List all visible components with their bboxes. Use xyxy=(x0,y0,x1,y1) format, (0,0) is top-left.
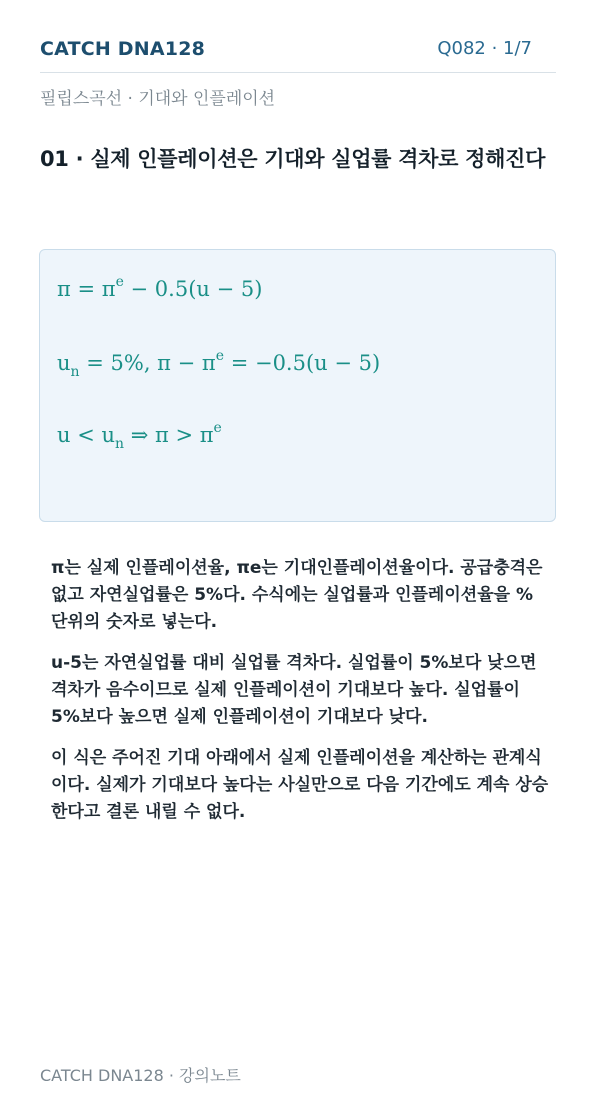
formula-svg xyxy=(40,250,555,521)
paragraph-conclusion: 이 식은 주어진 기대 아래에서 실제 인플레이션을 계산하는 관계식이다. 실제가 기대보다 높다는 사실만으로 다음 기간에도 계속 상승한다고 결론 내릴 수 없다. xyxy=(51,748,549,822)
paragraph-gap-explanation: u-5는 자연실업률 대비 실업률 격차다. 실업률이 5%보다 낮으면 격차가 음수이므로 실제 인플레이션이 기대보다 높다. 실업률이 5%보다 높으면 실제 인플레이션이 기대보다 낮다. xyxy=(51,653,537,727)
formula-line-3: $u < u_n$ ⇒ $\pi > \pi^e$ xyxy=(57,420,222,452)
formula-line-2: $u_n = 5\%$, $\pi - \pi^e = -0.5(u - 5)$ xyxy=(57,348,381,380)
page-title: 01 · 실제 인플레이션은 기대와 실업률 격차로 정해진다 xyxy=(40,147,546,171)
formula-line-1: $\pi = \pi^e - 0.5(u - 5)$ xyxy=(57,274,263,301)
formula-box xyxy=(39,249,556,522)
page-footer: CATCH DNA128 · 강의노트 xyxy=(40,1066,241,1085)
question-counter: Q082 · 1/7 xyxy=(437,38,532,59)
paragraph-definitions: π는 실제 인플레이션율, πe는 기대인플레이션율이다. 공급충격은 없고 자연실업률은 5%다. 수식에는 실업률과 인플레이션율을 % 단위의 숫자로 넣는다. xyxy=(51,558,543,632)
page-header xyxy=(40,36,556,73)
breadcrumb: 필립스곡선 · 기대와 인플레이션 xyxy=(40,89,276,109)
brand-logo-text: CATCH DNA128 xyxy=(40,38,206,60)
